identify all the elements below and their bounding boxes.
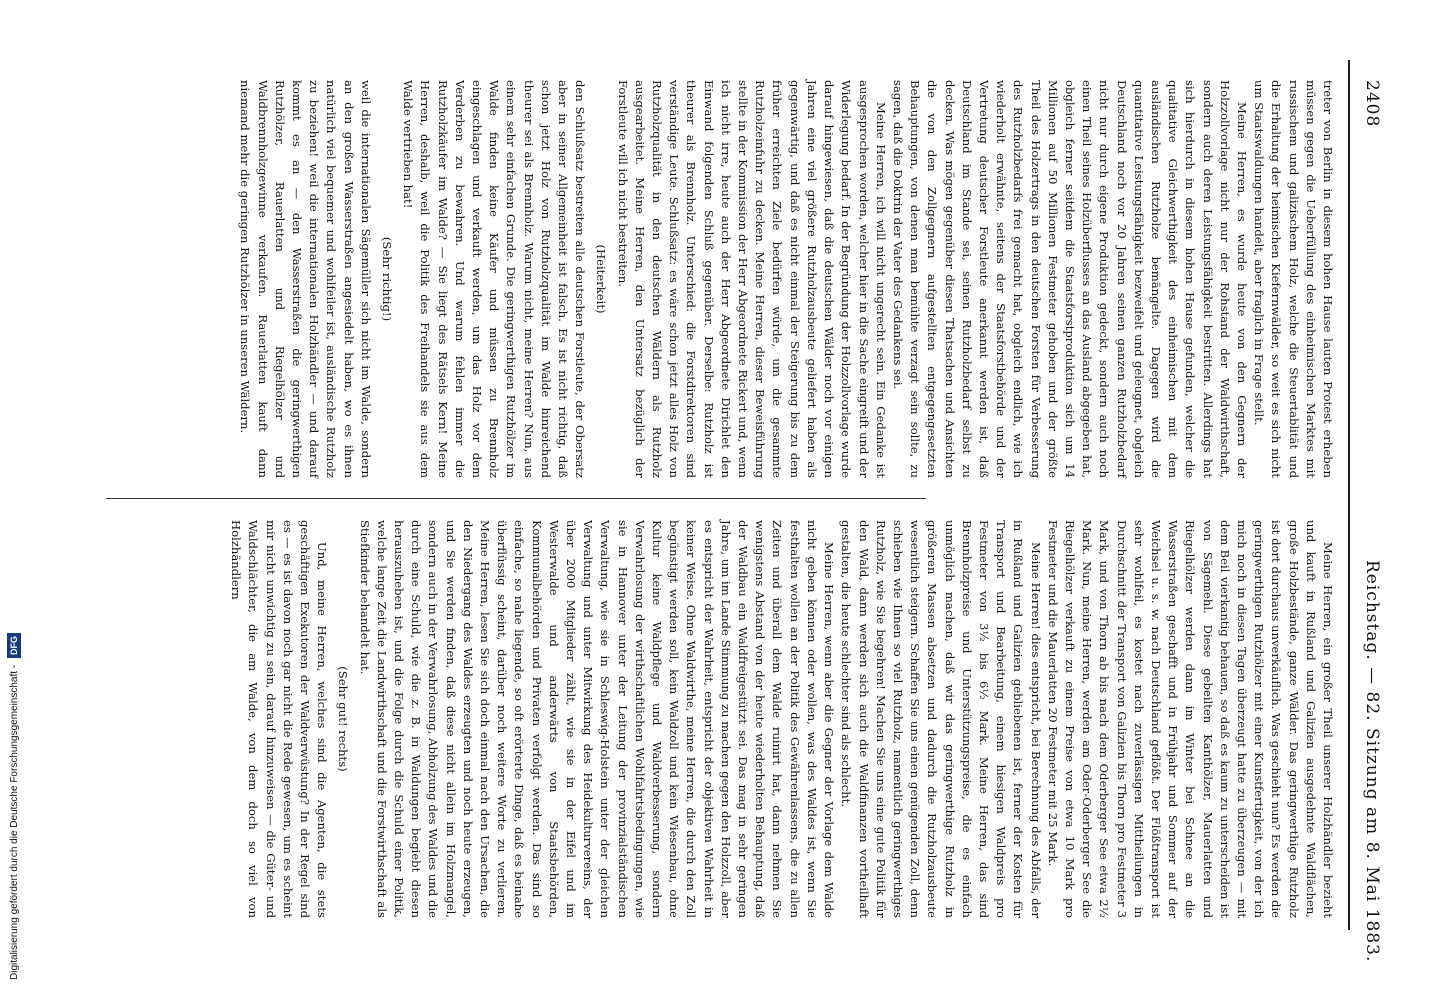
paragraph: Meine Herren, ein großer Theil unserer Holzhändler bezieht und kauft in Rußland und Galizien ausgedehnte Waldflächen, große Holzbestände, ganze Wälder. Das geringwerthige Rutzholz ist dort durchaus unverkäuflich. Was geschieht nun? Es werden die geringwerthigen Rutzhölzer mit einer Kunstfertigkeit, von der ich mich noch in diesen Tagen überzeugt hatte zu überzeugen — mit dem Beil vierkantig behauen, so daß es kaum zu unterscheiden ist von Sägemehl. Diese gebeilten Kanthölzer, Mauerlatten und Riegelhölzer werden dann im Winter bei Schnee an die Wasserstraßen geschafft und in Frühjahr und Sommer auf der Weichsel u. s. w. nach Deutschland geflößt. Der Flößtransport ist sehr wohlfeil, es kostet nach zuverlässigen Mittheilungen in Durchschnitt der Transport von Galizien bis Thorn pro Festmeter 3 Mark, und von Thorn ab bis nach dem Oderberger See etwa 2½ Mark. Nun, meine Herren, werden am Oder-Oderberger See die Riegelhölzer verkauft zu einem Preise von etwa 10 Mark pro Festmeter und die Mauerlatten 20 Festmeter mit 25 Mark. bbox=[1045, 520, 1335, 918]
interjection: (Sehr richtig!) bbox=[380, 236, 395, 322]
paragraph: den Schlußsatz bestreiten alle deutschen Forstleute, der Obersatz aber in seiner Allgemeinheit ist falsch. Es ist nicht richtig, daß schon jetzt Holz von Rutzholzqualität im Walde hinreichend theurer sei als Brennholz. Warum nicht, meine Herren? Nun, aus einem sehr einfachen Grunde. Die geringwerthigen Rutzhölzer im Walde finden keine Käufer und müssen zu Brennholz eingeschlagen und verkauft werden, um das Holz vor dem Verderben zu bewahren. Und warum fehlen immer die Rutzholzkäufer im Walde? — Sie liegt des Rätsels Kern! Meine Herren, deshalb, weil die Politik des Freihandels sie aus dem Walde vertrieben hat! bbox=[401, 80, 588, 478]
paragraph: Meine Herren, wenn aber die Gegner der Vorlage dem Walde nicht geben können oder wollen, was des Waldes ist, wenn Sie festhalten wollen an der Politik des Gewährenlassens, die zu allen Zeiten und überall dem Walde ruinirt hat, dann nehmen Sie wenigstens Abstand von der heute wiederholten Behauptung, daß der Waldbau ein Waldfreigestützt sei. Das mag in sehr geringen Jahre, um im Lande Stimmung zu machen gegen den Holzzoll, aber es entspricht der Wahrheit, entspricht der objektiven Wahrheit in keiner Weise. Ohne Waldwirthe, meine Herren, die durch den Zoll begünstigt werden soll, kein Waldzoll und kein Wiesenbau, ohne Kultur keine Waldpflege und Waldverbesserung, sondern Verwahrlosung der wirthschaftlichen Wohlfahrtsbedingungen, wie sie in Hannover unter der Leitung der provinzialständischen Verwaltung, wie sie in Schleswig-Holstein unter der gleichen Verwaltung und unter Mitwirkung des Heidekulturvereins, der über 2000 Mitglieder zählt, wie sie in der Eifel und im Westerwalde und anderwärts von Staatsbehörden, Kommunalbehörden und Privaten verfolgt werden. Das sind so einfache, so nahe liegende, so oft erörterte Dinge, daß es beinahe überflüssig scheint, darüber noch weitere Worte zu verlieren. Meine Herren, lesen Sie sich doch einmal nach den Ursachen, die den Niedergang des Waldes erzeugten und noch heute erzeugen, und Sie werden finden, daß diese nicht allein im Holzmangel, sondern auch in der Verwahrlosung, Abholzung des Waldes und die durch eine Schuld, wie die z. B. in Waldungen begiebt diesen herauszuheben ist, und die Folge durch die Schuld einer Politik, welche lange Zeit die Landwirthschaft und die Forstwirthschaft als Stiefkinder behandelt hat. bbox=[357, 520, 837, 918]
page-title: Reichstag. — 82. Sitzung am 8. Mai 1883. bbox=[1362, 560, 1382, 963]
paragraph: Und, meine Herren, welches sind die Agenten, die stets geschäftigen Exekutoren der Waldverwüstung? In der Regel sind es — es ist davon noch gar nicht die Rede gewesen, um es scheint mir nicht unwichtig zu sein, darauf hinzuweisen — die Güter- und Waldschlächter, die am Walde, von dem doch so viel von Holzhändlern bbox=[229, 520, 330, 918]
paragraph: Meine Herren! dies entspricht, bei Berechnung des Abfalls, der in Rußland und Galizien gebliebenen ist, ferner der Kosten für Transport und Bearbeitung, einem hiesigen Waldpreis pro Festmeter von 3½ bis 6½ Mark. Meine Herren, das sind Brennholzpreise und Unterstützungspreise, die es einfach unmöglich machen, daß wir das geringwerthige Rutzholz in größeren Massen absetzen und dadurch die Rutzholzausbeute wesentlich steigern. Schaffen Sie uns einen genügenden Zoll, denn schieben wie Ihnen so viel Rutzholz, namentlich geringwerthiges Rutzholz, wie Sie begehren! Machen Sie uns eine gute Politik für den Wald, dann werden sich auch die Waldfinanzen vortheilhaft gestalten, die heute schlechter sind als schlecht. bbox=[839, 520, 1043, 918]
interjection: (Sehr gut! rechts) bbox=[336, 666, 351, 772]
interjection: (Heiterkeit) bbox=[594, 244, 609, 314]
paragraph: Meine Herren, ich will nicht ungerecht sein. Ein Gedanke ist ausgesprochen worden, welcher hier in die Sache eingreift und der Widerlegung bedarf. In der Begründung der Holzzollvorlage wurde darauf hingewiesen, daß die deutschen Wälder noch vor einigen Jahren eine viel größere Rutzholzausbeute geliefert haben als gegenwärtig, und daß es nicht einmal der Steigerung bis zu dem früher erreichten Ziele bedürfen würde, um die gesammte Rutzholzeinfuhr zu decken. Meine Herren, dieser Beweisführung stellte in der Kommission der Herr Abgeordnete Rickert und, wenn ich nicht irre, heute auch der Herr Abgeordnete Dirichlet den Einwand folgenden Schluß gegenüber. Derselbe: Rutzholz ist theurer als Brennholz. Unterschied: die Forstdirektoren sind verständige Leute. Schlußsatz: es wäre schon jetzt alles Holz von Rutzholzqualität in den deutschen Wäldern als Rutzholz ausgearbeitet. Meine Herren, den Untersatz bezüglich der Forstleute will ich nicht bestreiten. bbox=[615, 80, 888, 478]
page-header bbox=[1350, 40, 1394, 963]
header-rule bbox=[1349, 60, 1351, 930]
credit-text: Digitalisierung gefördert durch die Deutsche Forschungsgemeinschaft - bbox=[9, 664, 20, 980]
paragraph: Meine Herren, es wurde heute von den Gegnern der Holzzollvorlage nicht nur der Rohstand der Waldwirthschaft, sondern auch deren Leistungsfähigkeit bestritten. Allerdings hat sich hierdurch in diesem hohen Hause gefunden, welcher die qualitative Gleichwerthigkeit des einheimischen mit dem ausländischen Rutzholze bemängelte. Dagegen wird die quantitative Leistungsfähigkeit bezweifelt und geleugnet, obgleich Deutschland noch vor 20 Jahren seinen ganzen Rutzholzbedarf nicht nur durch eigene Produktion gedeckt, sondern auch noch einen Theil seines Holzüberflusses an das Ausland abgegeben hat, obgleich ferner seitdem die Staatsforstproduktion sich um 14 Millionen auf 50 Millionen Festmeter gehoben und der größte Theil des Holzertrags in den deutschen Forsten für Verbesserung des Rutzholzbedarfs frei gemacht hat, obgleich endlich, wie ich wiederholt erwähnte, seitens der Staatsforstbehörde und der Vertretung deutscher Forstleute anerkannt werden ist, daß Deutschland im Stande sei, seinen Rutzholzbedarf selbst zu decken. Was mögen gegenüber diesen Thatsachen und Ansichten die von den Zollgegnern aufgestellten entgegengesetzten Behauptungen, von denen man bemühte verzagt sein sollte, zu sagen, daß die Doktrin der Vater des Gedankens sei. bbox=[890, 80, 1249, 478]
column-divider bbox=[106, 498, 926, 499]
digitization-credit bbox=[6, 40, 24, 980]
left-column bbox=[236, 80, 1336, 478]
paragraph: weil die internationalen Sägemüller sich nicht im Walde, sondern an den großen Wasserstraßen angesiedelt haben, wo es ihnen natürlich viel bequemer und wohlfeiler ist, ausländische Rutzholz zu beziehen! weil die internationalen Holzhändler — und darauf kommt es an — den Wasserstraßen die geringwerthigen Rutzhölzer, Rauerlatten und Riegelhölzer und Waldbrennholzgewinne verkaufen. Rauerlatten kauft dann niemand mehr die geringen Rutzhölzer in unseren Wäldern. bbox=[238, 80, 373, 478]
paragraph: treter von Berlin in diesem hohen Hause lauten Protest erheben müssen gegen die Ueberfüllung des einheimischen Marktes mit russischem und galizischem Holz, welche die Steuertablität und die Erhaltung der heimischen Kiefernwälder, so weit es sich nicht um Staatswaldungen handelt, aber fraglich in Frage stellt. bbox=[1252, 80, 1335, 478]
dfg-logo: DFG bbox=[7, 633, 21, 658]
page-number: 2408 bbox=[1362, 80, 1382, 128]
right-column bbox=[227, 520, 1336, 918]
